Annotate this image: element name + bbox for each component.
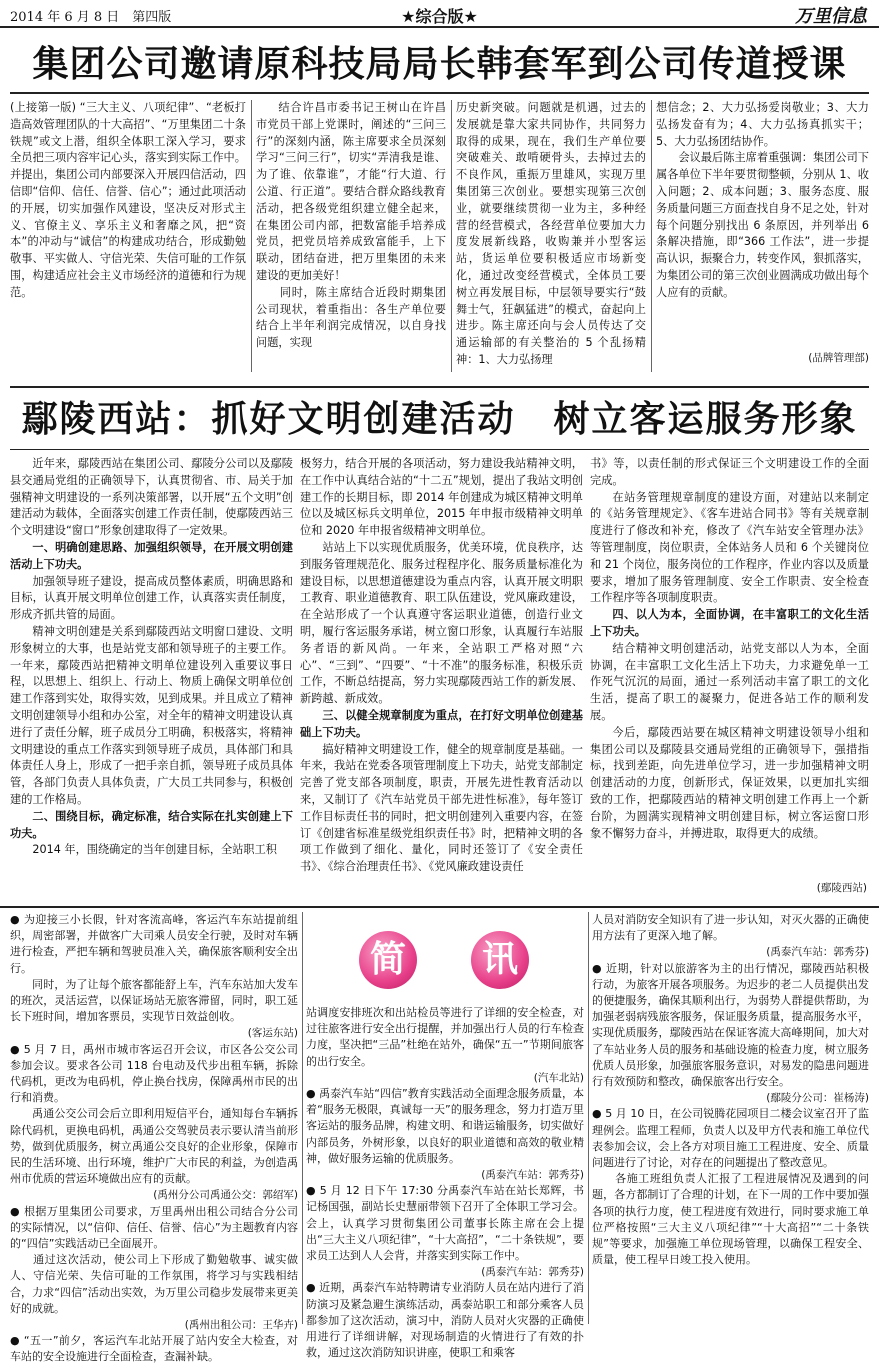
brief-credit: (汽车北站) [533, 1071, 584, 1084]
briefs-badge [309, 918, 579, 1002]
brief-credit: (客运东站) [247, 1027, 298, 1040]
column-divider [451, 100, 452, 372]
article2-col1 [10, 456, 293, 900]
article1-col1 [10, 100, 246, 370]
brief-item: ● 为迎接三小长假，针对客流高峰，客运汽车东站提前组织，周密部署，并做客广大司乘人员安全行驶，及时对车辆进行检查，严把车辆和驾驶员准入关，确保旅客顺利安全出行。 同时，为了让每个旅客都能舒上车，汽车东站加大发车的班次，灵活运营，以保证场站无旅客滞留，同时，职工延长下班时间，增加客票员，实现节日效益创收。 [10, 913, 298, 1024]
article1-para: 会议最后陈主席着重强调：集团公司下属各单位下半年要贯彻整顿，分别从 1、收入问题；2、成本问题；3、服务态度、服务质量问题三方面查找自身不足之处，针对每个问题分别找出 6 条原因，并列举出 6 条解决措施，即“366 工作法”，进一步提高认识，振聚合力，转变作风，狠抓落实，为集团公司的第三次创业圆满成功做出每个人应有的贡献。 [656, 151, 869, 299]
article2-subhead: 四、以人为本，全面协调，在丰富职工的文化生活上下功夫。 [590, 608, 869, 638]
brief-item: ● 5 月 10 日，在公司锐腾花园项目二楼会议室召开了监理例会。监理工程师，负责人以及甲方代表和施工单位代表参加会议，会上各方对项目施工工程进度、安全、质量问题进行了讨论，对存在的问题提出了整改意见。 各施工班组负责人汇报了工程进展情况及遇到的问题，各方都制订了合理的计划，在下一周的工作中要加强各项的执行力度，使工程进度有效进行，同时要求施工单位严格按照“三大主义八项纪律”“十大高招”“二十条铁规”等要求，加强施工单位现场管理，以确保工程安全、质量，使工程早日竣工投入使用。 [592, 1107, 869, 1267]
article2-credit: (鄢陵西站) [816, 882, 867, 894]
headline-lecture: 集团公司邀请原科技局局长韩套军到公司传道授课 [10, 36, 869, 94]
article2-para: 站站上下以实现优质服务，优美环境，优良秩序，达到服务管理规范化、服务过程程序化、服务质量标准化为建设目标，以思想道德建设为重点内容，认真开展文明职工教育、职业道德教育、职工队伍建设，党风廉政建设，在全站形成了一个认真遵守客运职业道德，创造行业文明，履行客运服务承诺，树立窗口形象，认真履行车站服务者语的新风尚。一年来，全站职工严格对照“六心”、“三到”、“四要”、“十不准”的服务标准，积极乐贡工作，不断总结提高，努力实现鄢陵西站工作的新发展、新跨越、新成效。 [300, 540, 583, 706]
brief-credit: (禹泰汽车站：郭秀芬) [481, 1169, 584, 1182]
brief-credit: (禹州分公司禹通公交：郭绍军) [153, 1189, 298, 1202]
brief-credit: (禹泰汽车站：郭秀芬) [481, 1266, 584, 1279]
brief-credit: (禹泰汽车站：郭秀芬) [766, 946, 869, 959]
edition-title: ★综合版★ [401, 7, 478, 26]
article2-para: 近年来，鄢陵西站在集团公司、鄢陵分公司以及鄢陵县交通局党组的正确领导下，认真贯彻省、市、局关于加强精神文明建设的一系列决策部署，以开展“五个文明”创建活动为载体，全面落实创建工作责任制，使鄢陵西站三个文明建设“窗口”形象创建取得了一定效果。 [10, 457, 293, 538]
article2-subhead: 三、以健全规章制度为重点，在打好文明单位创建基础上下功夫。 [300, 708, 583, 739]
column-divider [302, 912, 303, 1324]
briefs-col1 [10, 912, 298, 1364]
brief-item: 人员对消防安全知识有了进一步认知，对灭火器的正确使用方法有了更深入地了解。 [592, 913, 869, 943]
page-header [0, 0, 879, 28]
brief-item: 站调度安排班次和出站检员等进行了详细的安全检查，对过往旅客进行安全出行提醒，并加强出行人员的行车检查力度，坚决把“三品”杜绝在站外，确保“五一”节期间旅客的出行安全。 [306, 1006, 584, 1068]
briefs-char-2: 讯 [471, 931, 529, 989]
brief-item: ● 5 月 12 日下午 17:30 分禹泰汽车站在站长郑辉，书记杨国强，副站长史慧丽带领下召开了全体职工学习会。会上，认真学习贯彻集团公司董事长陈主席在会上提出“三大主义八项纪律”，“十大高招”，“二十条铁规”，要求员工达到人人会背，并落实到实际工作中。 [306, 1184, 584, 1263]
article1-para: 想信念；2、大力弘扬爱岗敬业；3、大力弘扬发奋有为；4、大力弘扬真抓实干；5、大力弘扬团结协作。 [656, 101, 869, 148]
article2-para: 在站务管理规章制度的建设方面，对建站以来制定的《站务管理规定》、《客车进站合同书》等有关规章制度进行了修改和补充，修改了《汽车站安全管理办法》等管理制度，岗位职责，全体站务人员和 6 个关键岗位和 21 个岗位，服务岗位的工作程序，作业内容以及质量要求，增加了服务管理制度、安全工作职责、安全检查工作程序等各项制度职责。 [590, 490, 869, 605]
issue-date: 2014 年 6 月 8 日 第四版 [10, 10, 172, 25]
column-divider [651, 100, 652, 372]
article2-para: 结合精神文明创建活动，站党支部以人为本，全面协调，在丰富职工文化生活上下功夫，力求避免单一工作死气沉沉的局面，通过一系列活动丰富了职工的文化生活，提高了职工的凝聚力，促进各站工作的顺利发展。 [590, 641, 869, 722]
article2-col3 [590, 456, 869, 900]
briefs-col2 [306, 1005, 584, 1360]
column-divider [251, 100, 252, 372]
article2-para: 今后，鄢陵西站要在城区精神文明建设领导小组和集团公司以及鄢陵县交通局党组的正确领导下，强措指标，找到差距，向先进单位学习，进一步加强精神文明创建活动的力度，创新形式，保证效果，以更加扎实细致的工作，把鄢陵西站的精神文明创建工作再上一个新台阶，为圆满实现精神文明创建目标，树立客运窗口形象不懈努力奋斗，并搏进取，取得更大的成绩。 [590, 725, 869, 840]
article1-col3 [456, 100, 646, 370]
article2-para: 书》等，以责任制的形式保证三个文明建设工作的全面完成。 [590, 457, 869, 487]
article2-subhead: 二、围绕目标，确定标准，结合实际在扎实创建上下功夫。 [10, 809, 293, 840]
brief-item: ● 近期，针对以旅游客为主的出行情况，鄢陵西站积极行动，为旅客开展各项服务。为迟步的老二人员提供出发的便捷服务，确保其顺利出行，为弱势人群提供帮助，为加强老弱病残旅客服务，保证服务质量，提高服务水平，实现优质服务，鄢陵西站在保证客流大高峰期间，加大对了车站业务人员的服务和基础设施的检查力度，树立服务优质人员形象，加强旅客服务意识，对易发的隐患问题进行有效预防和整改，确保旅客出行安全。 [592, 961, 869, 1089]
article2-para: 搞好精神文明建设工作，健全的规章制度是基础。一年来，我站在党委各项管理制度上下功夫，站党支部制定完善了党支部各项制度，职责，开展先进性教育活动以来，又制订了《汽车站党员干部先进性标准》，每年签订工作目标责任书的同时，把文明创建列入重要内容，在签订《创建省标准星级党组织责任书》时，把精神文明的各项工作做到了细化、量化，同时还签订了《安全责任书》、《综合治理责任书》、《党风廉政建设责任 [300, 742, 583, 874]
brief-credit: (鄢陵分公司：崔杨涛) [766, 1092, 869, 1105]
briefs-col3 [592, 912, 869, 1324]
article2-para: 加强领导班子建设，提高成员整体素质，明确思路和目标，认真开展文明单位创建工作，认真落实责任制度，形成齐抓共管的局面。 [10, 574, 293, 622]
brief-item: ● 禹泰汽车站“四信”教育实践活动全面理念服务质量，本着“服务无极限，真诚每一天”的服务理念，努力打造万里客运站的服务品牌，构建文明、和谐运输服务，切实做好内部员务，外树形象，以良好的职业道德和高效的敬业精神，做好服务运输的优质服务。 [306, 1087, 584, 1165]
article1-para: (上接第一版) “三大主义、八项纪律”、“老板打造高效管理团队的十大高招”、“万里集团二十条铁规”或文上潜，组织全体职工深入学习，要求全员把三项内容牢记心头，落实到实际工作中。并提出，集团公司内部要深入开展四信活动，四信即“信仰、信任、信誉、信心”；通过此项活动的开展，切实加强作风建设，坚决反对形式主义、官僚主义、享乐主义和奢靡之风，把“资本”的冲动与“诚信”的构建成功结合，形成勤勉敬事、平实做人、守信光荣、失信可耻的工作氛围，构建适应社会主义市场经济的道德和行为规范。 [10, 101, 246, 299]
article1-para: 结合许昌市委书记王树山在许昌市党员干部上党课时，阐述的“三问三行”的深刻内涵，陈主席要求全员深刻学习“三问三行”，切实“弄清我是谁、为了谁、依靠谁”，才能“行大道、行公道、行正道”。要结合群众路线教育活动，把各级党组织建立健全起来，在集团公司内部，把数富能手培养成党员，把党员培养成致富能手，上下联动，团结奋进，把万里集团的未来建设的更加美好！ 同时，陈主席结合近段时期集团公司现状，着重指出：各生产单位要结合上半年利润完成情况，以自身找问题，实现 [256, 101, 446, 350]
brief-item: ● 根据万里集团公司要求，万里禹州出租公司结合分公司的实际情况，以“信仰、信任、信誉、信心”为主题教育内容的“四信”实践活动已全面展开。 通过这次活动，使公司上下形成了勤勉敬事、诚实做人、守信光荣、失信可耻的工作氛围，将学习与实践相结合，力求“四信”活动出实效，为万里公司稳步发展带来更美好的成就。 [10, 1204, 298, 1315]
briefs-char-1: 简 [359, 931, 417, 989]
section-divider [0, 906, 879, 908]
article2-para: 2014 年，围绕确定的当年创建目标，全站职工积 [32, 843, 277, 857]
masthead-logo: 万里信息 [795, 6, 867, 27]
brief-item: ● 近期，禹泰汽车站特聘请专业消防人员在站内进行了消防演习及紧急避生演练活动，禹泰站职工和部分乘客人员都参加了这次活动，演习中，消防人员对火灾器的正确使用进行了详细讲解，对现场制造的火情进行了有效的扑救，通过这次消防知识讲座，使职工和乘客 [306, 1281, 584, 1360]
brief-item: ● “五一”前夕，客运汽车北站开展了站内安全大检查，对车站的安全设施进行全面检查，查漏补缺。 [10, 1334, 298, 1364]
article2-subhead: 一、明确创建思路、加强组织领导，在开展文明创建活动上下功夫。 [10, 540, 293, 571]
article1-para: 历史新突破。问题就是机遇，过去的发展就是靠大家共同协作，共同努力取得的成果，现在，我们生产单位要突破难关、敢啃硬骨头，去掉过去的不良作风，重振万里雄风，实现万里集团第三次创业。要想实现第三次创业，就要继续贯彻一业为主，多种经营的经营模式，各经营单位要加大力度发展新线路，收购兼并小型客运站，货运单位要积极适应市场新变化，通过改变经营模式，全体员工要树立再发展目标，中层领导要实行“鼓舞士气，狂飙猛进”的模式，奋起向上进步。陈主席还向与会人员传达了交通运输部的有关整治的 5 个乱扬精神：1、大力弘扬理 [456, 101, 646, 366]
article1-credit: (品牌管理部) [808, 352, 869, 364]
article1-col2 [256, 100, 446, 370]
headline-station: 鄢陵西站：抓好文明创建活动 树立客运服务形象 [10, 386, 869, 450]
brief-credit: (禹州出租公司：王华卉) [184, 1319, 298, 1332]
article1-col4 [656, 100, 869, 358]
article2-para: 极努力，结合开展的各项活动，努力建设我站精神文明，在工作中认真结合站的“十二五”规划，提出了我站文明创建工作的长期目标，即 2014 年创建成为城区精神文明单位以及城区标兵文明单位，2015 年申报市级精神文明单位和 2020 年申报省级精神文明单位。 [300, 457, 583, 538]
article2-col2 [300, 456, 583, 900]
brief-item: ● 5 月 7 日，禹州市城市客运召开会议，市区各公交公司参加会议。要求各公司 118 台电动及代步出租车辆，拆除代码机，更改为电码机，停止换台找房，保障禹州市民的出行和消费。 禹通公交公司会后立即利用短信平台，通知每台车辆拆除代码机，更换电码机，禹通公交驾驶员表示要认清当前形势，做到优质服务，树立禹通公交良好的企业形象，保障市民的生活环境、出行环境，维护广大市民的利益，为创造禹州市优质的营运环境做出应有的贡献。 [10, 1042, 298, 1186]
article2-para: 精神文明创建是关系到鄢陵西站文明窗口建设、文明形象树立的大事，也是站党支部和领导班子的主要工作。一年来，鄢陵西站把精神文明单位建设列入重要议事日程，以思想上、组织上、行动上、物质上确保文明单位创建工作落到实处，取得实效，见到成果。并且成立了精神文明创建领导小组和办公室，对全年的精神文明建设认真进行了责任分解，班子成员分工明确，积极落实，将精神文明建设的重点工作落实到领导班子成员，具体部门和具体责任人身上，形成了一把手亲自抓，领导班子成员具体管，各部门负责人具体负责，广大员工共同参与，积极创建的工作格局。 [10, 624, 293, 806]
column-divider [588, 912, 589, 1324]
